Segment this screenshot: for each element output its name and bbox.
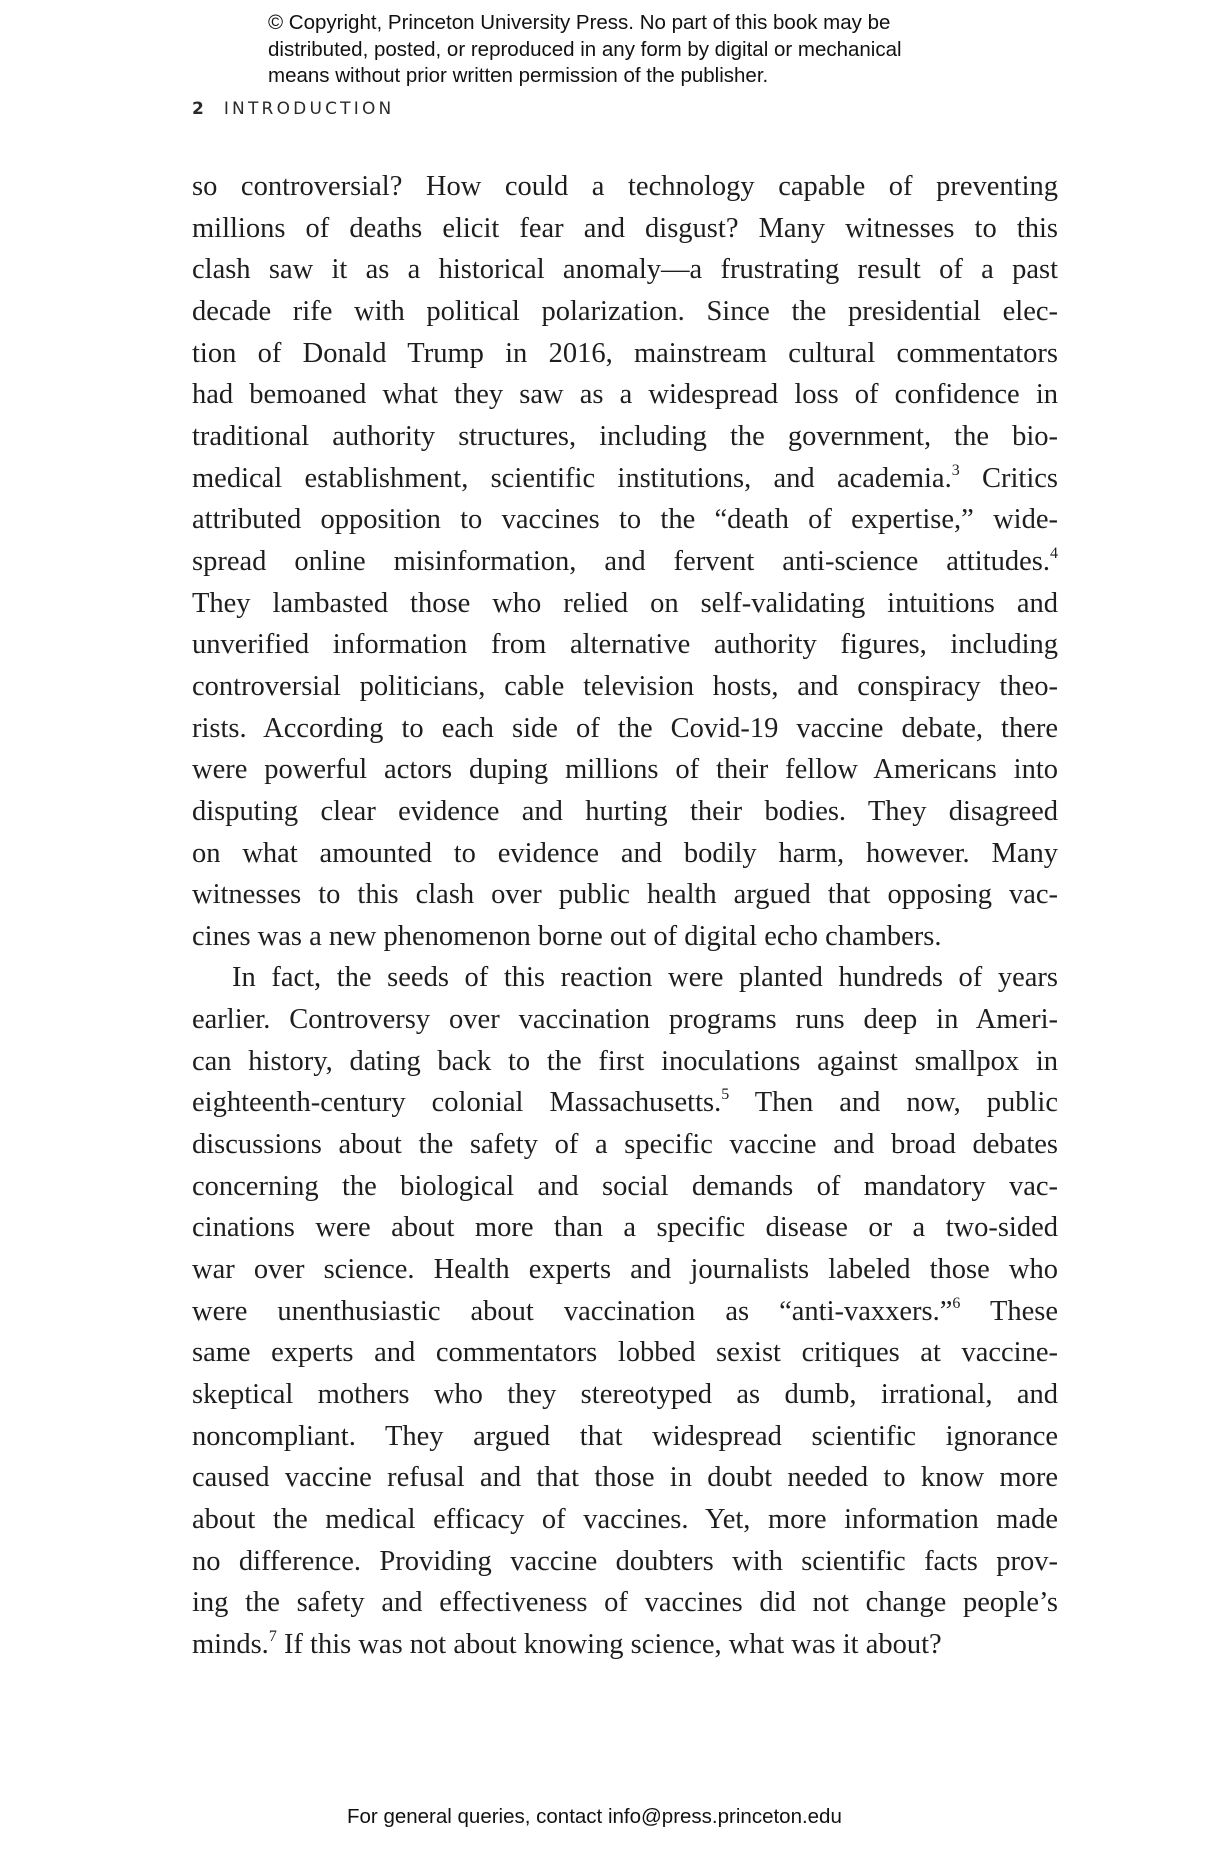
text-line: disputing clear evidence and hurting their bodies. They disagreed	[192, 795, 1058, 827]
text-line: minds.$^7$ If this was not about knowing science, what was it about?	[192, 1627, 942, 1660]
copyright-line: © Copyright, Princeton University Press. No part of this book may be	[268, 11, 891, 34]
text-line: concerning the biological and social demands of mandatory vac-	[192, 1170, 1058, 1202]
text-line: spread online misinformation, and fervent anti-science attitudes.$^4$	[192, 544, 1058, 577]
text-line: cines was a new phenomenon borne out of digital echo chambers.	[192, 920, 942, 952]
text-line: controversial politicians, cable television hosts, and conspiracy theo-	[192, 670, 1058, 702]
text-line: ing the safety and effectiveness of vaccines did not change people’s	[192, 1587, 1058, 1619]
body-text	[192, 166, 1058, 1666]
text-line: so controversial? How could a technology capable of preventing	[192, 171, 1058, 202]
text-line: same experts and commentators lobbed sexist critiques at vaccine-	[192, 1337, 1058, 1369]
footnote-ref-7[interactable]: 7	[268, 1627, 277, 1645]
text-line: attributed opposition to vaccines to the “death of expertise,” wide-	[192, 504, 1058, 536]
running-head	[192, 98, 394, 120]
copyright-line: means without prior written permission of the publisher.	[268, 64, 769, 87]
text-line: cinations were about more than a specific disease or a two-sided	[192, 1212, 1058, 1244]
text-line: clash saw it as a historical anomaly—a frustrating result of a past	[192, 254, 1058, 286]
text-line: were unenthusiastic about vaccination as “anti-vaxxers.”$^6$ These	[192, 1294, 1058, 1327]
text-line: witnesses to this clash over public health argued that opposing vac-	[192, 879, 1058, 911]
text-line: noncompliant. They argued that widespread scientific ignorance	[192, 1420, 1058, 1452]
text-line: no difference. Providing vaccine doubters with scientific facts prov-	[192, 1545, 1058, 1577]
footer-contact: For general queries, contact info@press.princeton.edu	[347, 1805, 842, 1828]
text-line: In fact, the seeds of this reaction were planted hundreds of years	[232, 962, 1058, 994]
text-line: had bemoaned what they saw as a widespread loss of confidence in	[192, 379, 1058, 411]
footnote-ref-6[interactable]: 6	[952, 1294, 961, 1312]
footnote-ref-3[interactable]: 3	[951, 461, 960, 479]
text-line: on what amounted to evidence and bodily harm, however. Many	[192, 837, 1058, 869]
text-line: were powerful actors duping millions of their fellow Americans into	[192, 754, 1058, 786]
text-line: medical establishment, scientific institutions, and academia.$^3$ Critics	[192, 461, 1059, 494]
text-line: discussions about the safety of a specific vaccine and broad debates	[192, 1129, 1058, 1161]
text-line: decade rife with political polarization. Since the presidential elec-	[192, 295, 1058, 327]
copyright-notice	[268, 10, 988, 90]
text-line: traditional authority structures, including the government, the bio-	[192, 420, 1058, 452]
text-line: millions of deaths elicit fear and disgust? Many witnesses to this	[192, 212, 1058, 244]
text-line: tion of Donald Trump in 2016, mainstream cultural commentators	[192, 337, 1058, 369]
text-line: They lambasted those who relied on self-validating intuitions and	[192, 587, 1058, 619]
footnote-ref-5[interactable]: 5	[721, 1086, 730, 1104]
text-line: unverified information from alternative authority figures, including	[192, 629, 1058, 661]
section-title: INTRODUCTION	[223, 99, 395, 119]
text-line: can history, dating back to the first inoculations against smallpox in	[192, 1045, 1058, 1077]
copyright-line: distributed, posted, or reproduced in any form by digital or mechanical	[268, 37, 902, 61]
text-line: eighteenth-century colonial Massachusetts.$^5$ Then and now, public	[192, 1086, 1058, 1119]
text-line: about the medical efficacy of vaccines. Yet, more information made	[192, 1504, 1058, 1535]
text-line: caused vaccine refusal and that those in doubt needed to know more	[192, 1462, 1058, 1494]
text-line: rists. According to each side of the Covid-19 vaccine debate, there	[192, 712, 1058, 744]
text-line: war over science. Health experts and journalists labeled those who	[192, 1254, 1058, 1286]
page-number: 2	[192, 99, 204, 119]
text-line: skeptical mothers who they stereotyped as dumb, irrational, and	[192, 1379, 1058, 1411]
footnote-ref-4[interactable]: 4	[1050, 544, 1058, 562]
text-line: earlier. Controversy over vaccination programs runs deep in Ameri-	[192, 1004, 1058, 1036]
